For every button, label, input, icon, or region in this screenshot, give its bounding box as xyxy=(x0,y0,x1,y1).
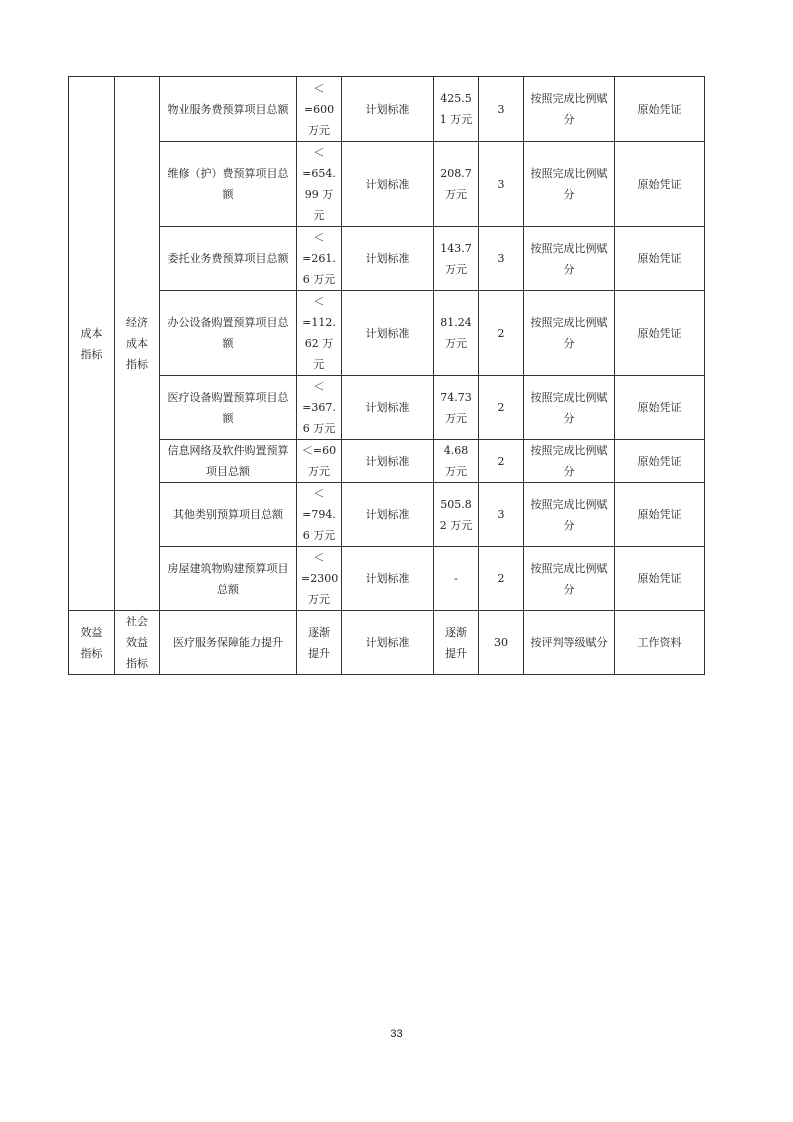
indicator-cell: 物业服务费预算项目总额 xyxy=(160,77,297,142)
subcategory-cell: 经济 成本 指标 xyxy=(115,77,160,611)
score-cell: 2 xyxy=(479,547,524,611)
performance-indicator-table xyxy=(68,76,705,675)
category-cell: 成本 指标 xyxy=(69,77,115,611)
category-cell: 效益 指标 xyxy=(69,611,115,675)
score-cell: 2 xyxy=(479,291,524,376)
indicator-cell: 医疗设备购置预算项目总 额 xyxy=(160,376,297,440)
source-cell: 原始凭证 xyxy=(615,291,705,376)
target-cell: ＜=60 万元 xyxy=(297,440,342,483)
method-cell: 按照完成比例赋 分 xyxy=(524,77,615,142)
score-cell: 2 xyxy=(479,376,524,440)
target-cell: ＜ =794. 6 万元 xyxy=(297,483,342,547)
actual-cell: 208.7 万元 xyxy=(434,142,479,227)
page-number: 33 xyxy=(390,1028,403,1040)
indicator-cell: 维修（护）费预算项目总 额 xyxy=(160,142,297,227)
indicator-cell: 信息网络及软件购置预算 项目总额 xyxy=(160,440,297,483)
target-cell: ＜ =2300 万元 xyxy=(297,547,342,611)
standard-cell: 计划标准 xyxy=(342,376,434,440)
method-cell: 按照完成比例赋 分 xyxy=(524,440,615,483)
method-cell: 按照完成比例赋 分 xyxy=(524,227,615,291)
source-cell: 原始凭证 xyxy=(615,440,705,483)
source-cell: 原始凭证 xyxy=(615,376,705,440)
method-cell: 按照完成比例赋 分 xyxy=(524,291,615,376)
target-cell: ＜ =261. 6 万元 xyxy=(297,227,342,291)
target-cell: 逐渐 提升 xyxy=(297,611,342,675)
table-row xyxy=(69,440,705,483)
source-cell: 原始凭证 xyxy=(615,227,705,291)
standard-cell: 计划标准 xyxy=(342,611,434,675)
indicator-cell: 其他类别预算项目总额 xyxy=(160,483,297,547)
score-cell: 3 xyxy=(479,77,524,142)
method-cell: 按照完成比例赋 分 xyxy=(524,376,615,440)
table-row xyxy=(69,77,705,142)
actual-cell: - xyxy=(434,547,479,611)
indicator-cell: 办公设备购置预算项目总 额 xyxy=(160,291,297,376)
score-cell: 3 xyxy=(479,227,524,291)
table-row xyxy=(69,611,705,675)
target-cell: ＜ =367. 6 万元 xyxy=(297,376,342,440)
actual-cell: 81.24 万元 xyxy=(434,291,479,376)
score-cell: 3 xyxy=(479,142,524,227)
target-cell: ＜ =112. 62 万 元 xyxy=(297,291,342,376)
table-row xyxy=(69,142,705,227)
table-row xyxy=(69,291,705,376)
table-row xyxy=(69,227,705,291)
standard-cell: 计划标准 xyxy=(342,440,434,483)
indicator-cell: 委托业务费预算项目总额 xyxy=(160,227,297,291)
standard-cell: 计划标准 xyxy=(342,547,434,611)
source-cell: 工作资料 xyxy=(615,611,705,675)
target-cell: ＜ =654. 99 万 元 xyxy=(297,142,342,227)
indicator-cell: 房屋建筑物购建预算项目 总额 xyxy=(160,547,297,611)
source-cell: 原始凭证 xyxy=(615,77,705,142)
score-cell: 3 xyxy=(479,483,524,547)
method-cell: 按照完成比例赋 分 xyxy=(524,547,615,611)
method-cell: 按评判等级赋分 xyxy=(524,611,615,675)
actual-cell: 逐渐 提升 xyxy=(434,611,479,675)
score-cell: 30 xyxy=(479,611,524,675)
subcategory-cell: 社会 效益 指标 xyxy=(115,611,160,675)
actual-cell: 4.68 万元 xyxy=(434,440,479,483)
table-row xyxy=(69,547,705,611)
standard-cell: 计划标准 xyxy=(342,142,434,227)
table-row xyxy=(69,376,705,440)
target-cell: ＜ =600 万元 xyxy=(297,77,342,142)
actual-cell: 74.73 万元 xyxy=(434,376,479,440)
score-cell: 2 xyxy=(479,440,524,483)
table-row xyxy=(69,483,705,547)
actual-cell: 143.7 万元 xyxy=(434,227,479,291)
source-cell: 原始凭证 xyxy=(615,547,705,611)
source-cell: 原始凭证 xyxy=(615,142,705,227)
source-cell: 原始凭证 xyxy=(615,483,705,547)
standard-cell: 计划标准 xyxy=(342,483,434,547)
standard-cell: 计划标准 xyxy=(342,227,434,291)
indicator-cell: 医疗服务保障能力提升 xyxy=(160,611,297,675)
standard-cell: 计划标准 xyxy=(342,291,434,376)
method-cell: 按照完成比例赋 分 xyxy=(524,483,615,547)
actual-cell: 425.5 1 万元 xyxy=(434,77,479,142)
method-cell: 按照完成比例赋 分 xyxy=(524,142,615,227)
standard-cell: 计划标准 xyxy=(342,77,434,142)
actual-cell: 505.8 2 万元 xyxy=(434,483,479,547)
